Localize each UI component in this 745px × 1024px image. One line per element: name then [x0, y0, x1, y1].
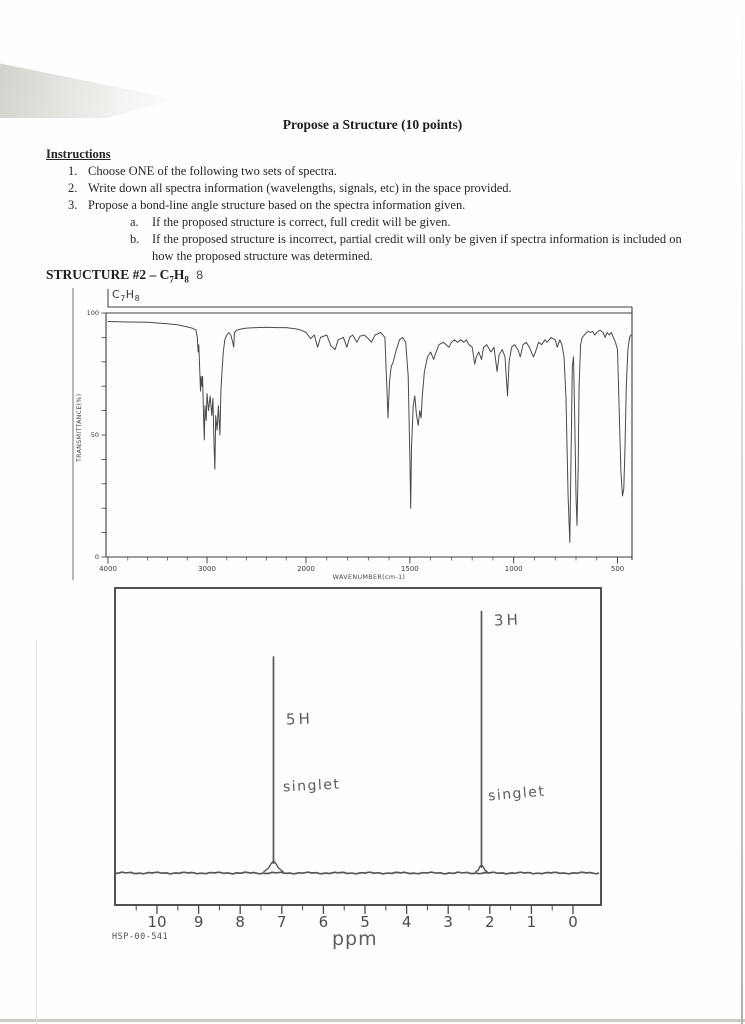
- nmr-xaxis-label: ppm: [332, 928, 378, 950]
- item-marker: 3.: [68, 198, 78, 212]
- subitem-marker: b.: [130, 232, 140, 246]
- nmr-x-tick-label: 9: [193, 913, 204, 931]
- nmr-x-tick-label: 10: [147, 913, 167, 931]
- formula-subscript: 8: [134, 294, 141, 304]
- nmr-annotation-singlet-2: singlet: [487, 783, 547, 805]
- nmr-annotation-5h: 5H: [285, 709, 314, 729]
- nmr-plot-area: [115, 588, 601, 931]
- instructions-heading: Instructions: [46, 147, 111, 161]
- item-text: Write down all spectra information (wavelengths, signals, etc) in the space provided.: [88, 181, 512, 195]
- ir-compound-label: [112, 288, 140, 303]
- instructions-section: [46, 146, 706, 265]
- item-marker: 1.: [68, 164, 78, 178]
- handwritten-eight: 8: [195, 267, 204, 283]
- formula-subscript: 7: [169, 274, 174, 285]
- nmr-x-tick-label: 3: [443, 913, 453, 931]
- nmr-x-tick-label: 0: [568, 913, 578, 931]
- ir-compound-text: C: [112, 288, 121, 301]
- ir-spectrum-chart: [0, 283, 745, 586]
- structure-heading-text: STRUCTURE #2 – C: [46, 267, 170, 282]
- scan-edge-bottom: [0, 1019, 745, 1022]
- nmr-spectrum-chart: [0, 575, 745, 960]
- nmr-baseline: [116, 872, 599, 874]
- nmr-x-tick-label: 5: [360, 913, 370, 931]
- nmr-annotation-singlet-1: singlet: [282, 776, 341, 796]
- ir-x-tick-label: 4000: [99, 565, 117, 573]
- subitem-text: If the proposed structure is incorrect, partial credit will only be given if spectra information is included on how the proposed structure was determined.: [152, 232, 682, 263]
- instruction-subitem: [46, 214, 706, 231]
- formula-subscript: 8: [184, 274, 189, 285]
- instruction-item: [46, 197, 706, 214]
- formula-subscript: 7: [120, 294, 126, 304]
- ir-y-tick-label: 0: [94, 553, 99, 562]
- item-text: Choose ONE of the following two sets of spectra.: [88, 164, 337, 178]
- ir-curve: [108, 322, 631, 543]
- instruction-subitem: [46, 231, 706, 265]
- nmr-footer-code: HSP-00-541: [112, 932, 169, 942]
- subitem-text: If the proposed structure is correct, full credit will be given.: [152, 215, 451, 229]
- ir-x-tick-label: 2000: [297, 565, 315, 573]
- item-marker: 2.: [68, 181, 78, 195]
- subitem-marker: a.: [130, 215, 139, 229]
- ir-plot-area: [73, 288, 632, 581]
- ir-x-tick-label: 500: [610, 565, 625, 573]
- ir-xaxis-label: WAVENUMBER(cm-1): [332, 574, 406, 581]
- ir-compound-text: H: [125, 288, 135, 301]
- nmr-x-tick-label: 4: [401, 913, 412, 931]
- page-fold-artifact: [0, 56, 178, 118]
- ir-x-tick-label: 3000: [198, 565, 216, 573]
- instruction-item: [46, 180, 706, 197]
- nmr-x-tick-label: 2: [485, 913, 495, 931]
- nmr-annotation-3h: 3H: [493, 610, 522, 630]
- nmr-x-tick-label: 6: [318, 913, 329, 931]
- ir-y-tick-label: 100: [86, 309, 99, 318]
- nmr-x-tick-label: 8: [235, 913, 245, 931]
- ir-x-tick-label: 1500: [400, 565, 419, 573]
- item-text: Propose a bond-line angle structure based on the spectra information given.: [88, 198, 466, 212]
- ir-y-tick-label: 50: [90, 431, 99, 440]
- ir-yaxis-label: TRANSMITTANCE(%): [76, 393, 83, 462]
- ir-x-tick-label: 1000: [504, 565, 523, 573]
- instruction-item: [46, 163, 706, 180]
- nmr-x-tick-label: 7: [277, 913, 287, 931]
- page-title: Propose a Structure (10 points): [282, 117, 463, 132]
- nmr-x-tick-label: 1: [526, 913, 537, 931]
- structure-heading-text: H: [173, 267, 185, 282]
